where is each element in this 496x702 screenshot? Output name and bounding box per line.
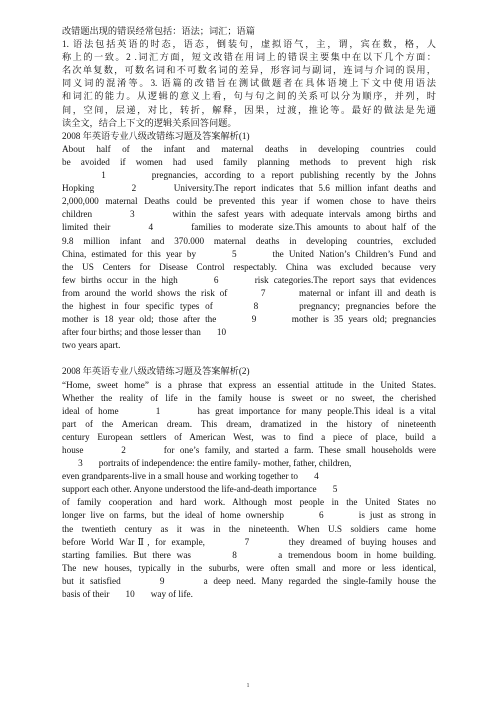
passage-2-line: even grandparents-live in a small house and working together to 4 [62,471,319,482]
passage-1-line: mother is 18 year old; those after the 9 mother is 35 years old; pregnancies [62,314,436,325]
passage-2-line: 3 portraits of independence: the entire family- mother, father, children, [62,458,352,469]
passage-1-line: the highest in four specific types of 8 pregnancy; pregnancies before the [62,300,436,311]
passage-2-line: ideal of home 1 has great importance for many people.This ideal is a vital [62,405,436,416]
passage-2-line: but it satisfied 9 a deep need. Many regarded the single-family house the [62,575,436,586]
document-body [62,25,436,601]
section-spacer [62,352,436,365]
passage-1-line: children 3 within the safest years with adequate intervals among births and [62,209,436,220]
passage-1-line: the US Centers for Disease Control respectably. China was excluded because very [62,261,436,272]
passage-2-line: starting families. But there was 8 a tremendous boom in home building. [62,549,436,560]
passage-1-line: 1 pregnancies, according to a report publishing recently by the Johns [62,170,436,181]
passage-2-line: the twentieth century as it was in the nineteenth. When U.S soldiers came home [62,523,436,534]
passage-2-line: basis of their 10 way of life. [62,589,193,600]
passage-2-line: of family cooperation and hard work. Although most people in the United States no [62,497,436,508]
passage-1-line: 2,000,000 maternal Deaths could be prevented this year if women chose to have theirs [62,196,436,207]
passage-1-line: 9.8 million infant and 370.000 maternal deaths in developing countries, excluded [62,235,436,246]
passage-1-line: few births occur in the high 6 risk categories.The report says that evidences [62,274,436,285]
passage-1-line: two years apart. [62,340,121,351]
passage-1-line: from around the world shows the risk of 7 maternal or infant ill and death is [62,287,436,298]
passage-2-line: The new houses, typically in the suburbs, were often small and more or less identical, [62,562,436,573]
section-heading-1: 2008 年英语专业八级改错练习题及答案解析(1) [62,130,250,141]
passage-1-line: China, estimated for this year by 5 the United Nation’s Children’s Fund and [62,248,436,259]
intro-line: 1. 语法包括英语的时态，语态，倒装句，虚拟语气，主，谓，宾在数，格，人 [62,39,436,50]
passage-2-line: longer live on farms, but the ideal of home ownership 6 is just as strong in [62,510,436,521]
passage-1-line: limited their 4 families to moderate size.This amounts to about half of the [62,222,436,233]
section-heading-2: 2008 年英语专业八级改错练习题及答案解析(2) [62,366,250,377]
passage-2-line: “Home, sweet home” is a phrase that express an essential attitude in the United States. [62,379,436,390]
page-number: 1 [246,683,250,689]
passage-2-line: century European settlers of American West, was to find a piece of place, build a [62,431,436,442]
passage-1-line: Hopking 2 University.The report indicates that 5.6 million infant deaths and [62,183,436,194]
passage-2-line: before World WarⅡ, for example, 7 they dreamed of buying houses and [62,536,436,547]
passage-1-line: About half of the infant and maternal deaths in developing countries could [62,143,436,154]
intro-line: 读全文，结合上下文的逻辑关系回答问题。 [62,117,237,128]
intro-line: 和词汇的能力。从逻辑的意义上看，句与句之间的关系可以分为顺序，并列，时 [62,91,436,102]
intro-line: 称上的一致。2 .词汇方面，短文改错在用词上的错误主要集中在以下几个方面： [62,52,436,63]
passage-2-line: part of the American dream. This dream, dramatized in the history of nineteenth [62,418,436,429]
passage-1-line: after four births; and those lesser than 10 [62,327,227,338]
intro-title: 改错题出现的错误经常包括：语法；词汇；语篇 [62,26,255,36]
passage-2-line: Whether the reality of life in the family house is sweet or no sweet, the cherished [62,392,436,403]
intro-line: 间，空间，层递，对比，转折，解释，因果，过渡，推论等。最好的做法是先通 [62,104,436,115]
passage-1-line: be avoided if women had used family planning methods to prevent high risk [62,156,436,167]
passage-2-line: support each other. Anyone understood the life-and-death importance 5 [62,484,338,495]
intro-line: 同义词的混淆等。3. 语篇的改错旨在测试做题者在具体语境上下文中使用语法 [62,78,436,89]
passage-2-line: house 2 for one’s family, and started a farm. These small households were [62,445,436,455]
intro-line: 名次单复数，可数名词和不可数名词的差异，形容词与副词，连词与介词的误用， [62,65,436,76]
